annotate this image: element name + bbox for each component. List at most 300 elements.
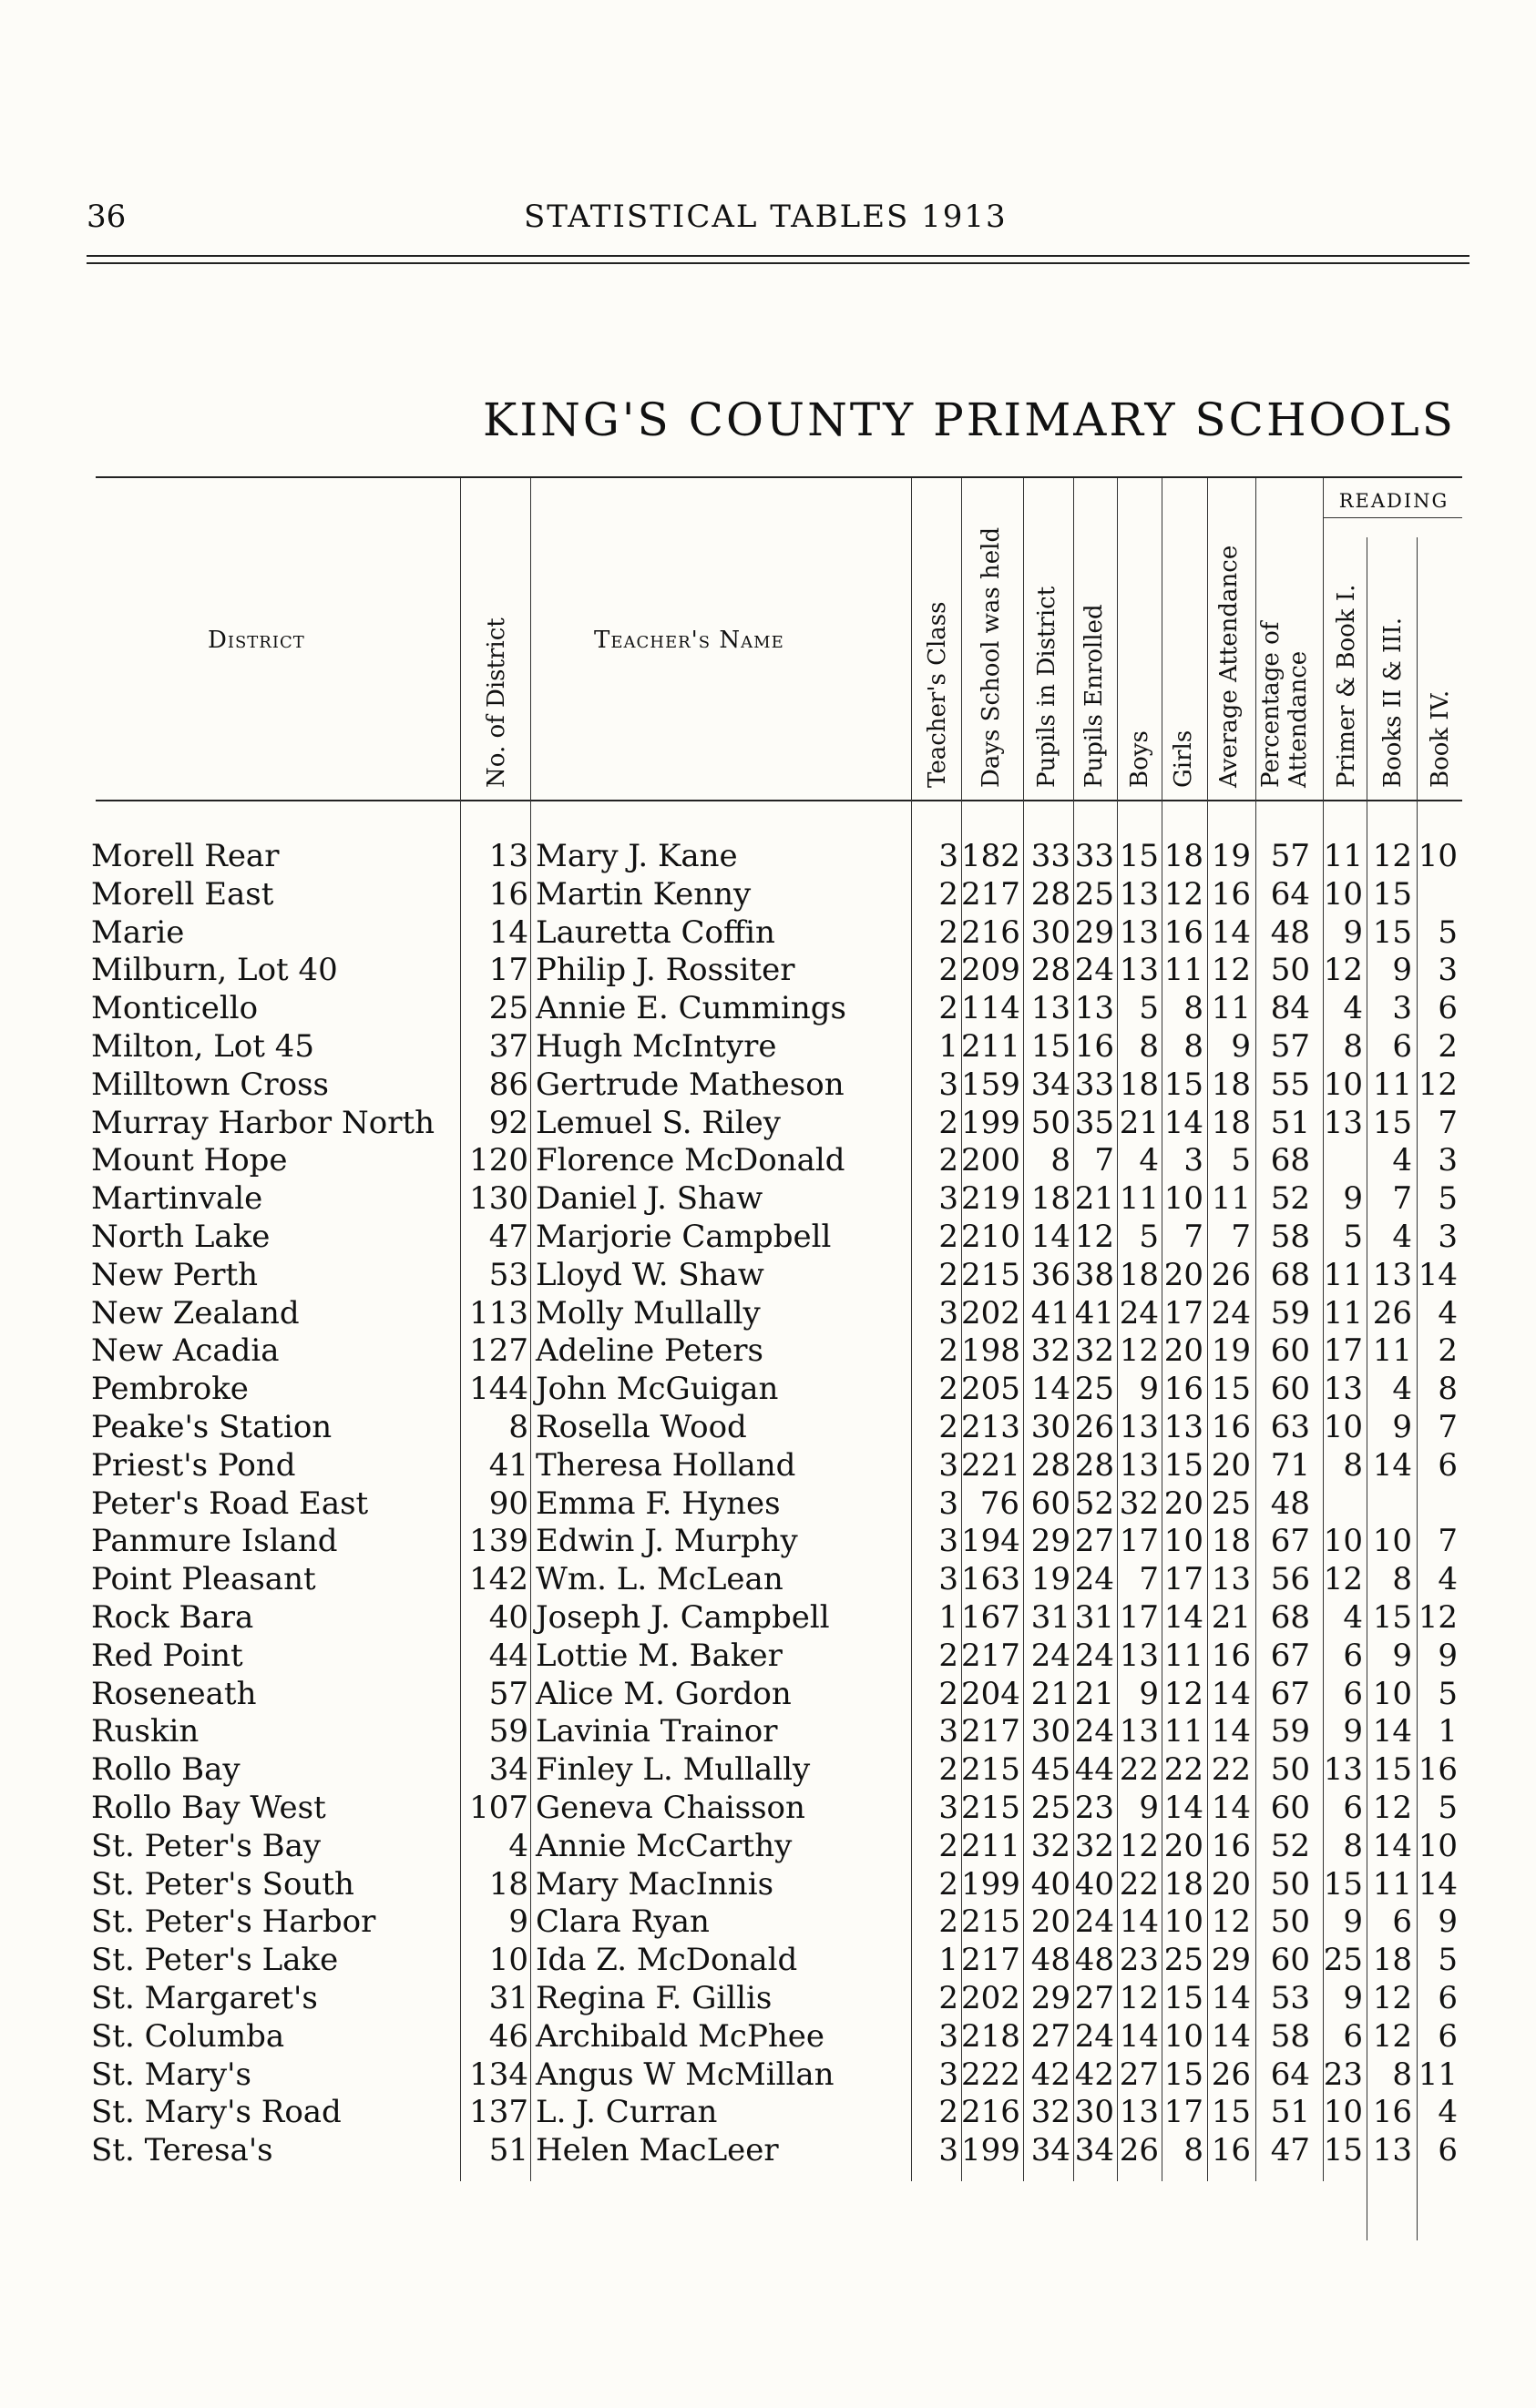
cls-cell: 2 bbox=[938, 1409, 958, 1445]
district-cell: Murray Harbor North bbox=[91, 1104, 435, 1141]
pct-cell: 57 bbox=[1270, 1028, 1310, 1065]
r1-cell: 17 bbox=[1323, 1332, 1363, 1370]
pid-cell: 50 bbox=[1030, 1104, 1070, 1141]
r1-cell: 8 bbox=[1343, 1827, 1363, 1864]
district-cell: Rock Bara bbox=[91, 1599, 254, 1636]
table-row bbox=[0, 1485, 1536, 1524]
avg-cell: 26 bbox=[1211, 2056, 1251, 2093]
avg-cell: 14 bbox=[1211, 913, 1251, 951]
cls-cell: 2 bbox=[938, 875, 958, 913]
boys-cell: 9 bbox=[1139, 1371, 1159, 1408]
avg-cell: 11 bbox=[1211, 990, 1251, 1027]
district-cell: New Acadia bbox=[91, 1332, 280, 1370]
enr-cell: 30 bbox=[1074, 2094, 1114, 2131]
pid-cell: 32 bbox=[1030, 2094, 1070, 2131]
enr-cell: 13 bbox=[1074, 990, 1114, 1027]
girls-cell: 25 bbox=[1163, 1942, 1203, 1979]
cls-cell: 2 bbox=[938, 2094, 958, 2131]
girls-cell: 15 bbox=[1163, 1980, 1203, 2016]
cls-cell: 2 bbox=[938, 952, 958, 989]
boys-cell: 13 bbox=[1119, 1713, 1159, 1750]
boys-cell: 21 bbox=[1119, 1104, 1159, 1141]
r1-cell: 25 bbox=[1323, 1942, 1363, 1979]
cls-cell: 3 bbox=[938, 2132, 958, 2169]
pid-cell: 14 bbox=[1030, 1219, 1070, 1255]
girls-cell: 10 bbox=[1163, 1180, 1203, 1218]
r1-cell: 10 bbox=[1323, 1066, 1363, 1103]
boys-cell: 27 bbox=[1119, 2056, 1159, 2093]
table-row bbox=[0, 1219, 1536, 1257]
r2-cell: 12 bbox=[1372, 1980, 1412, 2016]
pid-cell: 31 bbox=[1030, 1599, 1070, 1636]
avg-cell: 29 bbox=[1211, 1942, 1251, 1979]
avg-cell: 11 bbox=[1211, 1180, 1251, 1218]
teacher-name-cell: Wm. L. McLean bbox=[536, 1561, 783, 1598]
girls-cell: 15 bbox=[1163, 1446, 1203, 1484]
enr-cell: 23 bbox=[1074, 1790, 1114, 1826]
percentage-header-line2: Attendance bbox=[1285, 650, 1312, 788]
girls-cell: 17 bbox=[1163, 2094, 1203, 2131]
pid-cell: 45 bbox=[1030, 1751, 1070, 1789]
r4-cell: 7 bbox=[1438, 1104, 1458, 1141]
days-cell: 194 bbox=[961, 1523, 1020, 1560]
cls-cell: 2 bbox=[938, 913, 958, 951]
enr-cell: 24 bbox=[1074, 1561, 1114, 1598]
boys-cell: 22 bbox=[1119, 1751, 1159, 1789]
r2-cell: 15 bbox=[1372, 913, 1412, 951]
pid-cell: 34 bbox=[1030, 1066, 1070, 1103]
r2-cell: 26 bbox=[1372, 1294, 1412, 1332]
pid-cell: 28 bbox=[1030, 875, 1070, 913]
table-row bbox=[0, 1599, 1536, 1638]
pct-cell: 50 bbox=[1270, 1751, 1310, 1789]
percentage-header-line1: Percentage of bbox=[1257, 621, 1285, 788]
pct-cell: 50 bbox=[1270, 1903, 1310, 1941]
reading-rule bbox=[1323, 517, 1462, 518]
girls-cell: 16 bbox=[1163, 913, 1203, 951]
cls-cell: 3 bbox=[938, 838, 958, 874]
teacher-name-cell: Molly Mullally bbox=[536, 1294, 761, 1332]
girls-cell: 11 bbox=[1163, 952, 1203, 989]
r4-cell: 6 bbox=[1438, 1980, 1458, 2016]
cls-cell: 2 bbox=[938, 1371, 958, 1408]
district-cell: New Perth bbox=[91, 1256, 259, 1293]
district-number-cell: 120 bbox=[469, 1142, 528, 1179]
district-number-cell: 34 bbox=[488, 1751, 528, 1789]
pid-cell: 21 bbox=[1030, 1675, 1070, 1712]
table-row bbox=[0, 1371, 1536, 1409]
enr-cell: 16 bbox=[1074, 1028, 1114, 1065]
r4-cell: 5 bbox=[1438, 1180, 1458, 1218]
boys-cell: 13 bbox=[1119, 1446, 1159, 1484]
r2-cell: 9 bbox=[1392, 1409, 1412, 1445]
days-cell: 202 bbox=[961, 1980, 1020, 2016]
pct-cell: 50 bbox=[1270, 952, 1310, 989]
district-cell: Point Pleasant bbox=[91, 1561, 316, 1598]
enr-cell: 7 bbox=[1094, 1142, 1114, 1179]
avg-cell: 24 bbox=[1211, 1294, 1251, 1332]
avg-cell: 25 bbox=[1211, 1485, 1251, 1522]
r2-cell: 15 bbox=[1372, 1751, 1412, 1789]
table-row bbox=[0, 1257, 1536, 1295]
r4-cell: 12 bbox=[1418, 1066, 1458, 1103]
r1-cell: 9 bbox=[1343, 1903, 1363, 1941]
district-cell: Milton, Lot 45 bbox=[91, 1028, 314, 1065]
boys-cell: 12 bbox=[1119, 1980, 1159, 2016]
pupils-in-district-header: Pupils in District bbox=[1033, 586, 1060, 788]
r2-cell: 11 bbox=[1372, 1865, 1412, 1903]
days-cell: 216 bbox=[961, 913, 1020, 951]
r1-cell: 6 bbox=[1343, 1675, 1363, 1712]
district-cell: St. Columba bbox=[91, 2017, 285, 2055]
r1-cell: 10 bbox=[1323, 875, 1363, 913]
district-number-cell: 113 bbox=[469, 1294, 528, 1332]
pct-cell: 52 bbox=[1270, 1827, 1310, 1864]
pid-cell: 19 bbox=[1030, 1561, 1070, 1598]
boys-cell: 15 bbox=[1119, 838, 1159, 874]
days-cell: 211 bbox=[961, 1028, 1020, 1065]
r4-cell: 10 bbox=[1418, 1827, 1458, 1864]
r1-cell: 6 bbox=[1343, 1637, 1363, 1674]
enr-cell: 28 bbox=[1074, 1446, 1114, 1484]
book4-header: Book IV. bbox=[1427, 689, 1454, 788]
girls-cell: 14 bbox=[1163, 1599, 1203, 1636]
teacher-name-cell: Helen MacLeer bbox=[536, 2132, 779, 2169]
girls-cell: 8 bbox=[1183, 990, 1203, 1027]
enr-cell: 24 bbox=[1074, 2017, 1114, 2055]
boys-cell: 22 bbox=[1119, 1865, 1159, 1903]
pct-cell: 52 bbox=[1270, 1180, 1310, 1218]
avg-cell: 18 bbox=[1211, 1104, 1251, 1141]
r4-cell: 6 bbox=[1438, 990, 1458, 1027]
pid-cell: 30 bbox=[1030, 1409, 1070, 1445]
teacher-name-cell: Hugh McIntyre bbox=[536, 1028, 777, 1065]
teacher-name-cell: Alice M. Gordon bbox=[536, 1675, 792, 1712]
cls-cell: 2 bbox=[938, 1751, 958, 1789]
cls-cell: 2 bbox=[938, 990, 958, 1027]
cls-cell: 3 bbox=[938, 1790, 958, 1826]
boys-cell: 9 bbox=[1139, 1790, 1159, 1826]
r2-cell: 10 bbox=[1372, 1675, 1412, 1712]
r1-cell: 9 bbox=[1343, 913, 1363, 951]
district-cell: Pembroke bbox=[91, 1371, 249, 1408]
pct-cell: 48 bbox=[1270, 1485, 1310, 1522]
r1-cell: 12 bbox=[1323, 952, 1363, 989]
enr-cell: 21 bbox=[1074, 1675, 1114, 1712]
district-number-cell: 25 bbox=[488, 990, 528, 1027]
cls-cell: 3 bbox=[938, 1180, 958, 1218]
r2-cell: 6 bbox=[1392, 1903, 1412, 1941]
r4-cell: 4 bbox=[1438, 1294, 1458, 1332]
table-top-rule bbox=[96, 476, 1462, 478]
pct-cell: 71 bbox=[1270, 1446, 1310, 1484]
days-cell: 215 bbox=[961, 1903, 1020, 1941]
district-number-cell: 144 bbox=[469, 1371, 528, 1408]
table-row bbox=[0, 914, 1536, 953]
reading-header: READING bbox=[1338, 490, 1449, 512]
district-number-cell: 90 bbox=[488, 1485, 528, 1522]
teacher-name-cell: L. J. Curran bbox=[536, 2094, 718, 2131]
table-row bbox=[0, 1409, 1536, 1447]
district-number-cell: 51 bbox=[488, 2132, 528, 2169]
r2-cell: 16 bbox=[1372, 2094, 1412, 2131]
teacher-name-cell: Archibald McPhee bbox=[536, 2017, 824, 2055]
r4-cell: 3 bbox=[1438, 1142, 1458, 1179]
r2-cell: 9 bbox=[1392, 952, 1412, 989]
avg-cell: 15 bbox=[1211, 2094, 1251, 2131]
r4-cell: 5 bbox=[1438, 1675, 1458, 1712]
table-row bbox=[0, 2056, 1536, 2095]
avg-cell: 18 bbox=[1211, 1066, 1251, 1103]
enr-cell: 33 bbox=[1074, 1066, 1114, 1103]
r4-cell: 2 bbox=[1438, 1028, 1458, 1065]
table-row bbox=[0, 876, 1536, 914]
r4-cell: 5 bbox=[1438, 1790, 1458, 1826]
district-cell: St. Peter's Lake bbox=[91, 1942, 339, 1979]
r2-cell: 6 bbox=[1392, 1028, 1412, 1065]
district-cell: North Lake bbox=[91, 1219, 271, 1255]
district-cell: Monticello bbox=[91, 990, 259, 1027]
boys-cell: 14 bbox=[1119, 1903, 1159, 1941]
r2-cell: 7 bbox=[1392, 1180, 1412, 1218]
r2-cell: 12 bbox=[1372, 2017, 1412, 2055]
pid-cell: 29 bbox=[1030, 1523, 1070, 1560]
district-number-cell: 10 bbox=[488, 1942, 528, 1979]
district-cell: Milltown Cross bbox=[91, 1066, 330, 1103]
pct-cell: 51 bbox=[1270, 1104, 1310, 1141]
cls-cell: 1 bbox=[938, 1942, 958, 1979]
pid-cell: 36 bbox=[1030, 1256, 1070, 1293]
pid-cell: 20 bbox=[1030, 1903, 1070, 1941]
r4-cell: 5 bbox=[1438, 1942, 1458, 1979]
avg-cell: 16 bbox=[1211, 2132, 1251, 2169]
boys-cell: 24 bbox=[1119, 1294, 1159, 1332]
table-row bbox=[0, 1638, 1536, 1676]
r1-cell: 23 bbox=[1323, 2056, 1363, 2093]
days-cell: 167 bbox=[961, 1599, 1020, 1636]
table-row bbox=[0, 1942, 1536, 1980]
header-rule-bottom bbox=[87, 262, 1469, 264]
pid-cell: 25 bbox=[1030, 1790, 1070, 1826]
district-number-cell: 17 bbox=[488, 952, 528, 989]
girls-cell: 22 bbox=[1163, 1751, 1203, 1789]
district-number-cell: 16 bbox=[488, 875, 528, 913]
pct-cell: 51 bbox=[1270, 2094, 1310, 2131]
avg-cell: 12 bbox=[1211, 1903, 1251, 1941]
girls-cell: 12 bbox=[1163, 875, 1203, 913]
avg-cell: 12 bbox=[1211, 952, 1251, 989]
district-cell: Marie bbox=[91, 913, 185, 951]
girls-header: Girls bbox=[1170, 730, 1197, 788]
avg-cell: 13 bbox=[1211, 1561, 1251, 1598]
enr-cell: 21 bbox=[1074, 1180, 1114, 1218]
enr-cell: 32 bbox=[1074, 1827, 1114, 1864]
avg-cell: 14 bbox=[1211, 1790, 1251, 1826]
teacher-name-cell: Mary J. Kane bbox=[536, 838, 738, 874]
district-cell: Panmure Island bbox=[91, 1523, 338, 1560]
teacher-name-cell: Marjorie Campbell bbox=[536, 1219, 832, 1255]
girls-cell: 11 bbox=[1163, 1637, 1203, 1674]
r2-cell: 9 bbox=[1392, 1637, 1412, 1674]
district-cell: Rollo Bay bbox=[91, 1751, 241, 1789]
enr-cell: 24 bbox=[1074, 1637, 1114, 1674]
teacher-name-cell: Florence McDonald bbox=[536, 1142, 845, 1179]
pct-cell: 59 bbox=[1270, 1294, 1310, 1332]
r1-cell: 11 bbox=[1323, 1256, 1363, 1293]
cls-cell: 3 bbox=[938, 2056, 958, 2093]
district-cell: Morell Rear bbox=[91, 838, 280, 874]
teacher-name-cell: Finley L. Mullally bbox=[536, 1751, 811, 1789]
days-cell: 209 bbox=[961, 952, 1020, 989]
district-cell: Priest's Pond bbox=[91, 1446, 296, 1484]
boys-cell: 18 bbox=[1119, 1256, 1159, 1293]
cls-cell: 2 bbox=[938, 1219, 958, 1255]
r1-cell: 6 bbox=[1343, 1790, 1363, 1826]
enr-cell: 33 bbox=[1074, 838, 1114, 874]
days-cell: 217 bbox=[961, 1637, 1020, 1674]
girls-cell: 17 bbox=[1163, 1294, 1203, 1332]
boys-cell: 8 bbox=[1139, 1028, 1159, 1065]
days-held-header: Days School was held bbox=[978, 526, 1005, 788]
district-number-cell: 92 bbox=[488, 1104, 528, 1141]
avg-cell: 19 bbox=[1211, 838, 1251, 874]
district-number-cell: 13 bbox=[488, 838, 528, 874]
days-cell: 202 bbox=[961, 1294, 1020, 1332]
boys-cell: 13 bbox=[1119, 952, 1159, 989]
cls-cell: 2 bbox=[938, 1332, 958, 1370]
pid-cell: 33 bbox=[1030, 838, 1070, 874]
pct-cell: 58 bbox=[1270, 2017, 1310, 2055]
r2-cell: 11 bbox=[1372, 1332, 1412, 1370]
girls-cell: 18 bbox=[1163, 838, 1203, 874]
teacher-name-cell: Annie E. Cummings bbox=[536, 990, 846, 1027]
cls-cell: 3 bbox=[938, 1713, 958, 1750]
district-cell: St. Peter's South bbox=[91, 1865, 354, 1903]
days-cell: 200 bbox=[961, 1142, 1020, 1179]
avg-cell: 9 bbox=[1231, 1028, 1251, 1065]
avg-cell: 7 bbox=[1231, 1219, 1251, 1255]
r1-cell: 15 bbox=[1323, 1865, 1363, 1903]
r2-cell: 10 bbox=[1372, 1523, 1412, 1560]
teacher-name-cell: Ida Z. McDonald bbox=[536, 1942, 798, 1979]
r4-cell: 3 bbox=[1438, 1219, 1458, 1255]
boys-header: Boys bbox=[1126, 730, 1153, 788]
pct-cell: 68 bbox=[1270, 1256, 1310, 1293]
girls-cell: 15 bbox=[1163, 1066, 1203, 1103]
days-cell: 182 bbox=[961, 838, 1020, 874]
boys-cell: 12 bbox=[1119, 1827, 1159, 1864]
r2-cell: 12 bbox=[1372, 838, 1412, 874]
district-number-cell: 44 bbox=[488, 1637, 528, 1674]
pid-cell: 40 bbox=[1030, 1865, 1070, 1903]
r1-cell: 5 bbox=[1343, 1219, 1363, 1255]
district-number-cell: 86 bbox=[488, 1066, 528, 1103]
boys-cell: 5 bbox=[1139, 1219, 1159, 1255]
avg-cell: 19 bbox=[1211, 1332, 1251, 1370]
r1-cell: 10 bbox=[1323, 1523, 1363, 1560]
district-number-cell: 9 bbox=[508, 1903, 528, 1941]
teacher-name-cell: Martin Kenny bbox=[536, 875, 752, 913]
district-cell: St. Teresa's bbox=[91, 2132, 273, 2169]
girls-cell: 10 bbox=[1163, 1523, 1203, 1560]
cls-cell: 2 bbox=[938, 1865, 958, 1903]
cls-cell: 3 bbox=[938, 1066, 958, 1103]
r2-cell: 4 bbox=[1392, 1142, 1412, 1179]
cls-cell: 2 bbox=[938, 1903, 958, 1941]
r2-cell: 15 bbox=[1372, 1104, 1412, 1141]
r4-cell: 14 bbox=[1418, 1865, 1458, 1903]
enr-cell: 32 bbox=[1074, 1332, 1114, 1370]
girls-cell: 3 bbox=[1183, 1142, 1203, 1179]
r1-cell: 15 bbox=[1323, 2132, 1363, 2169]
table-row bbox=[0, 952, 1536, 990]
teacher-name-cell: Lottie M. Baker bbox=[536, 1637, 783, 1674]
days-cell: 205 bbox=[961, 1371, 1020, 1408]
cls-cell: 3 bbox=[938, 1561, 958, 1598]
r1-cell: 9 bbox=[1343, 1713, 1363, 1750]
pct-cell: 58 bbox=[1270, 1219, 1310, 1255]
cls-cell: 2 bbox=[938, 1675, 958, 1712]
girls-cell: 20 bbox=[1163, 1485, 1203, 1522]
cls-cell: 2 bbox=[938, 1104, 958, 1141]
r2-cell: 12 bbox=[1372, 1790, 1412, 1826]
district-number-cell: 59 bbox=[488, 1713, 528, 1750]
page-number: 36 bbox=[87, 199, 127, 235]
cls-cell: 2 bbox=[938, 1637, 958, 1674]
avg-cell: 14 bbox=[1211, 1713, 1251, 1750]
cls-cell: 3 bbox=[938, 1294, 958, 1332]
cls-cell: 2 bbox=[938, 1142, 958, 1179]
pct-cell: 84 bbox=[1270, 990, 1310, 1027]
pct-cell: 55 bbox=[1270, 1066, 1310, 1103]
table-row bbox=[0, 1676, 1536, 1714]
pid-cell: 32 bbox=[1030, 1827, 1070, 1864]
avg-cell: 22 bbox=[1211, 1751, 1251, 1789]
days-cell: 163 bbox=[961, 1561, 1020, 1598]
pct-cell: 64 bbox=[1270, 2056, 1310, 2093]
cls-cell: 2 bbox=[938, 1256, 958, 1293]
r4-cell: 5 bbox=[1438, 913, 1458, 951]
table-row bbox=[0, 1332, 1536, 1371]
girls-cell: 18 bbox=[1163, 1865, 1203, 1903]
cls-cell: 3 bbox=[938, 1485, 958, 1522]
girls-cell: 8 bbox=[1183, 2132, 1203, 2169]
pid-cell: 42 bbox=[1030, 2056, 1070, 2093]
pid-cell: 28 bbox=[1030, 952, 1070, 989]
cls-cell: 2 bbox=[938, 1980, 958, 2016]
table-row bbox=[0, 2018, 1536, 2056]
r1-cell: 4 bbox=[1343, 1599, 1363, 1636]
table-row bbox=[0, 1980, 1536, 2018]
teacher-name-cell: Gertrude Matheson bbox=[536, 1066, 845, 1103]
pid-cell: 18 bbox=[1030, 1180, 1070, 1218]
cls-cell: 1 bbox=[938, 1028, 958, 1065]
pid-cell: 15 bbox=[1030, 1028, 1070, 1065]
r2-cell: 14 bbox=[1372, 1713, 1412, 1750]
avg-cell: 18 bbox=[1211, 1523, 1251, 1560]
r2-cell: 14 bbox=[1372, 1827, 1412, 1864]
days-cell: 217 bbox=[961, 1942, 1020, 1979]
enr-cell: 25 bbox=[1074, 1371, 1114, 1408]
enr-cell: 24 bbox=[1074, 1903, 1114, 1941]
pct-cell: 47 bbox=[1270, 2132, 1310, 2169]
cls-cell: 3 bbox=[938, 1523, 958, 1560]
r1-cell: 13 bbox=[1323, 1371, 1363, 1408]
boys-cell: 4 bbox=[1139, 1142, 1159, 1179]
running-title: STATISTICAL TABLES 1913 bbox=[524, 199, 1008, 235]
district-number-cell: 134 bbox=[469, 2056, 528, 2093]
district-cell: St. Mary's Road bbox=[91, 2094, 342, 2131]
